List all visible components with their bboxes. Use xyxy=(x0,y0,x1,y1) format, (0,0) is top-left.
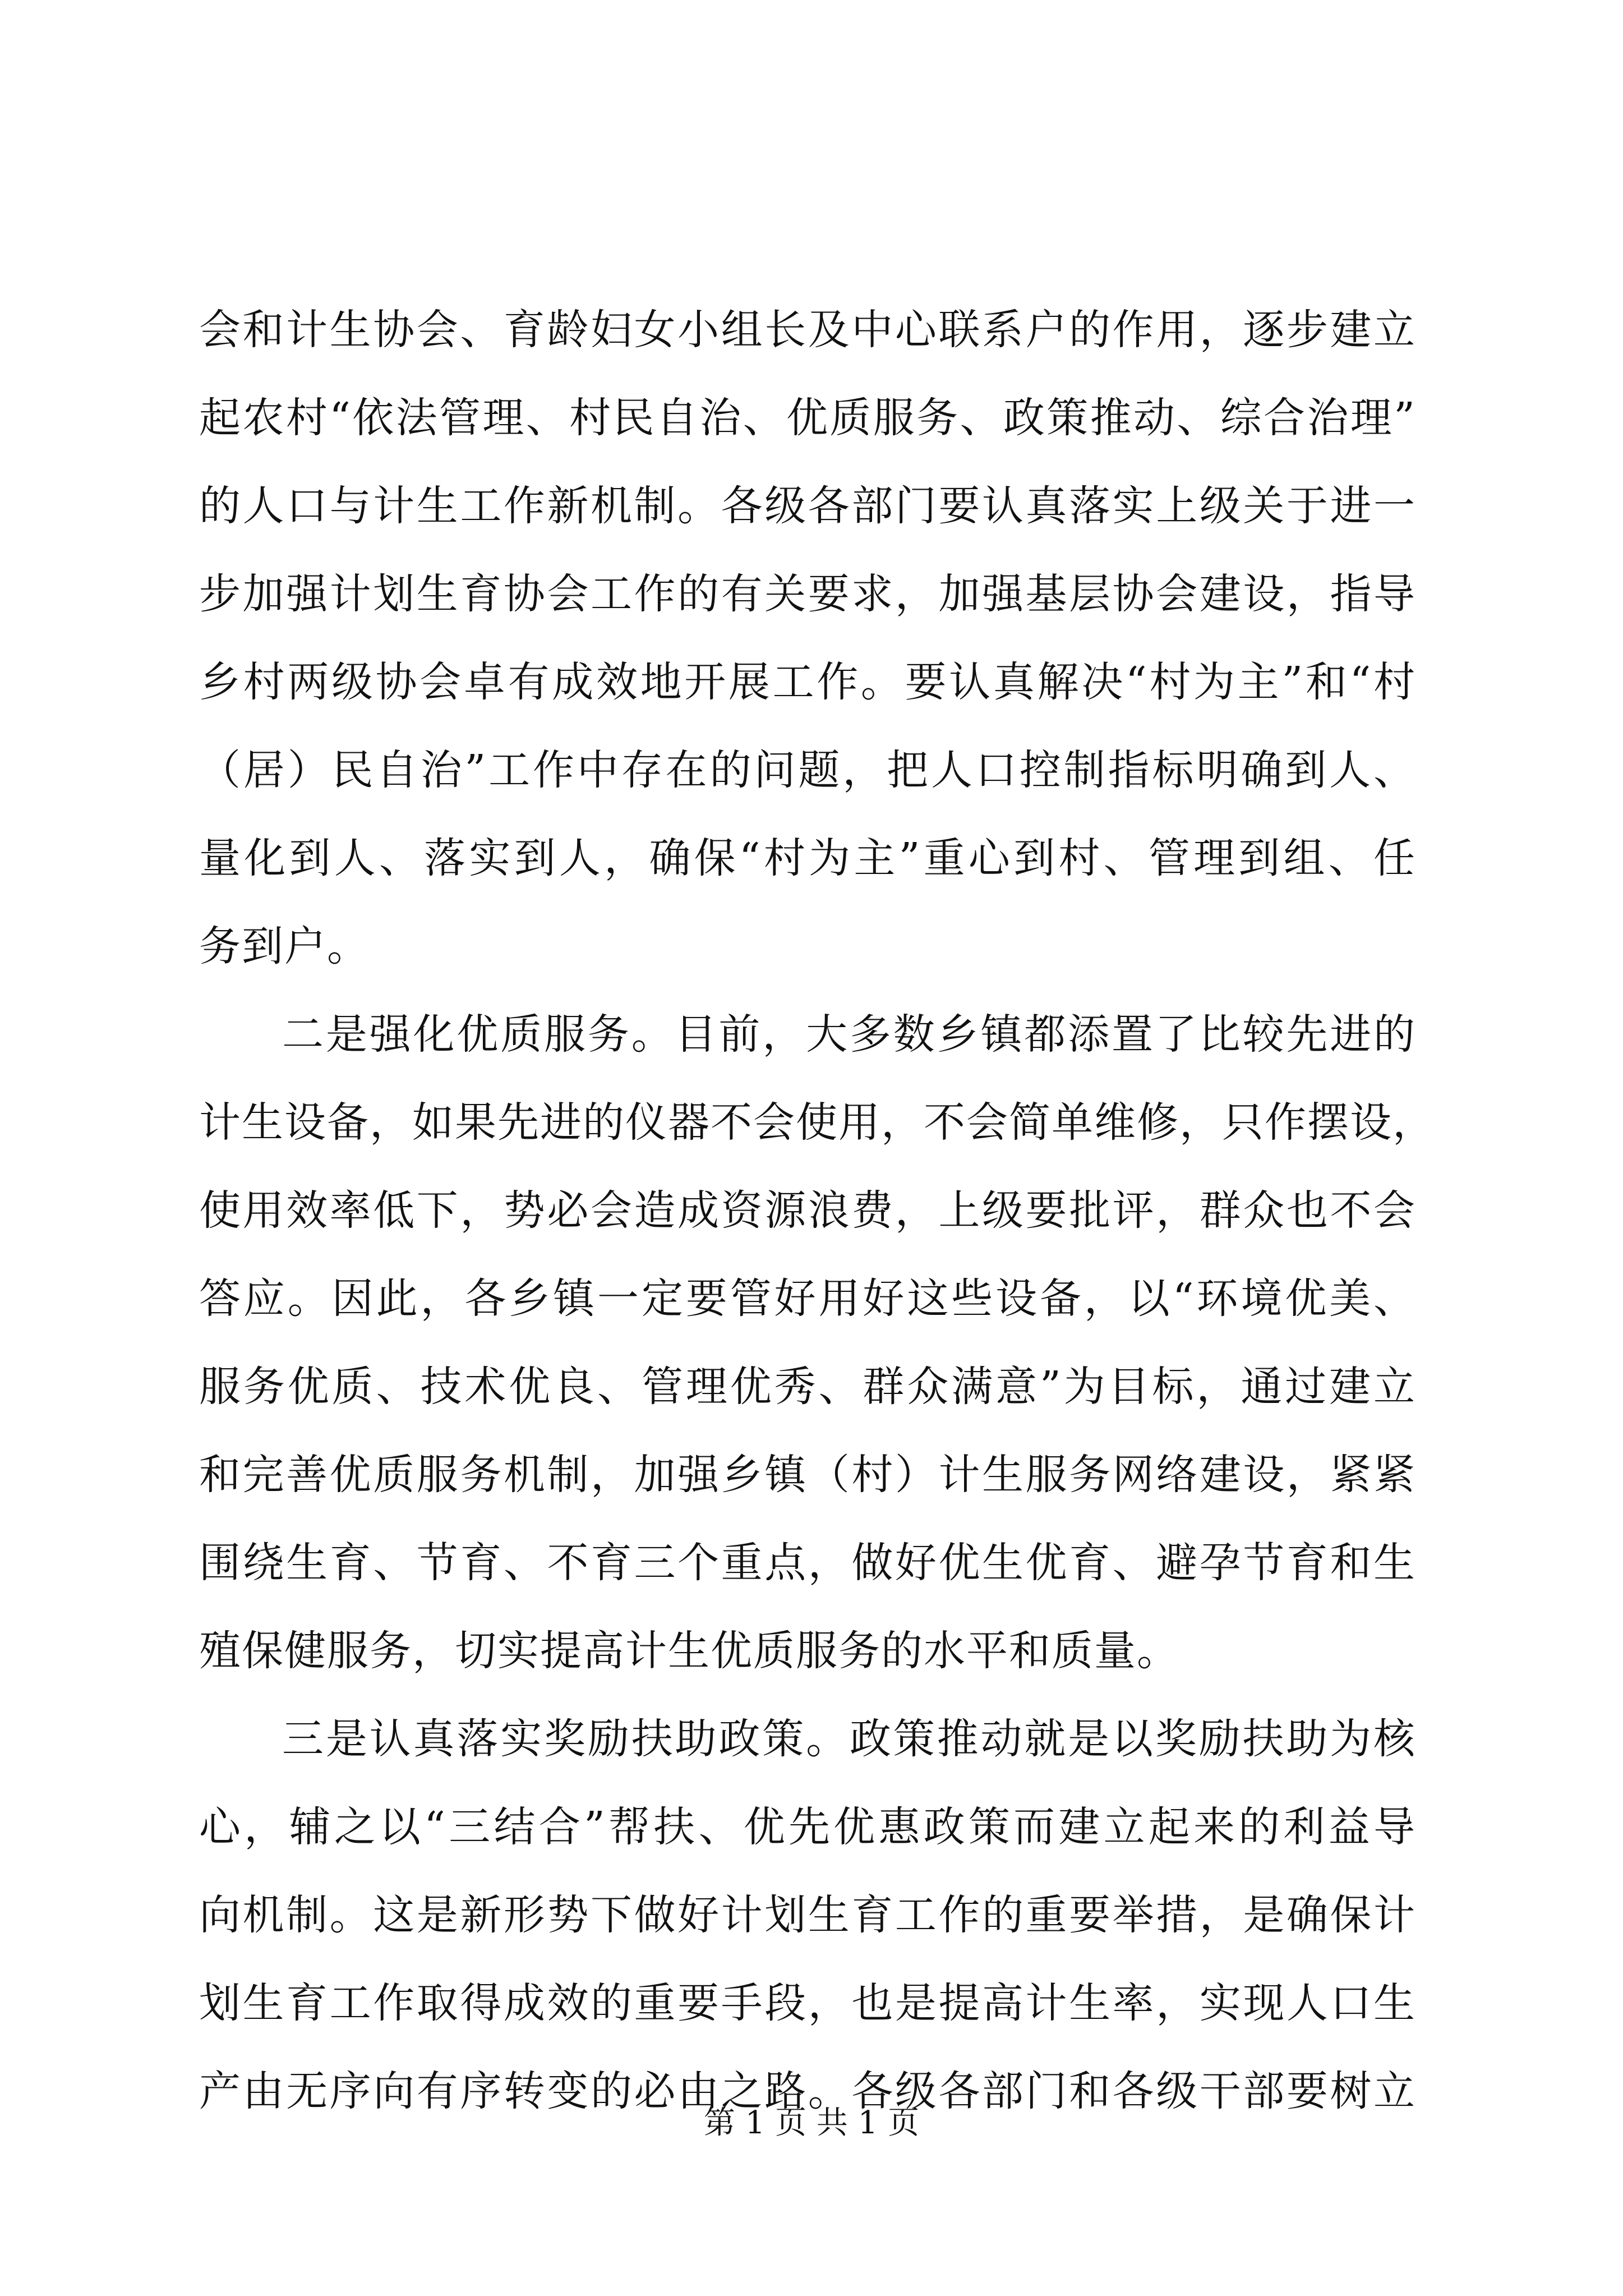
text-line: 产由无序向有序转变的必由之路。各级各部门和各级干部要树立 xyxy=(199,2067,1416,2115)
text-line: 的人口与计生工作新机制。各级各部门要认真落实上级关于进一 xyxy=(199,482,1416,530)
text-line: 务到户。 xyxy=(199,922,370,970)
text-line: 二是强化优质服务。目前，大多数乡镇都添置了比较先进的 xyxy=(282,1010,1416,1059)
text-line: 服务优质、技术优良、管理优秀、群众满意”为目标，通过建立 xyxy=(199,1363,1416,1411)
text-line: 步加强计划生育协会工作的有关要求，加强基层协会建设，指导 xyxy=(199,570,1416,618)
document-body xyxy=(199,286,1435,2136)
page-number-footer: 第 1 页 共 1 页 xyxy=(703,2105,920,2141)
paragraph-2 xyxy=(199,991,1435,1695)
paragraph-1 xyxy=(199,286,1416,991)
text-line: （居）民自治”工作中存在的问题，把人口控制指标明确到人、 xyxy=(199,746,1416,794)
text-line: 围绕生育、节育、不育三个重点，做好优生优育、避孕节育和生 xyxy=(199,1539,1416,1587)
text-line: 心，辅之以“三结合”帮扶、优先优惠政策而建立起来的利益导 xyxy=(199,1803,1416,1851)
text-line: 和完善优质服务机制，加强乡镇（村）计生服务网络建设，紧紧 xyxy=(199,1451,1416,1499)
text-line: 答应。因此，各乡镇一定要管好用好这些设备，以“环境优美、 xyxy=(199,1274,1416,1323)
paragraph-3 xyxy=(199,1695,1416,2136)
text-line: 会和计生协会、育龄妇女小组长及中心联系户的作用，逐步建立 xyxy=(199,306,1416,354)
text-line: 起农村“依法管理、村民自治、优质服务、政策推动、综合治理” xyxy=(199,394,1416,442)
text-line: 殖保健服务，切实提高计生优质服务的水平和质量。 xyxy=(199,1627,1179,1675)
text-line: 计生设备，如果先进的仪器不会使用，不会简单维修，只作摆设， xyxy=(199,1098,1435,1147)
text-line: 使用效率低下，势必会造成资源浪费，上级要批评，群众也不会 xyxy=(199,1186,1416,1235)
text-line: 划生育工作取得成效的重要手段，也是提高计生率，实现人口生 xyxy=(199,1979,1416,2027)
text-line: 量化到人、落实到人，确保“村为主”重心到村、管理到组、任 xyxy=(199,834,1416,882)
text-line: 向机制。这是新形势下做好计划生育工作的重要举措，是确保计 xyxy=(199,1891,1416,1939)
text-line: 乡村两级协会卓有成效地开展工作。要认真解决“村为主”和“村 xyxy=(199,658,1416,706)
text-line: 三是认真落实奖励扶助政策。政策推动就是以奖励扶助为核 xyxy=(282,1715,1416,1763)
